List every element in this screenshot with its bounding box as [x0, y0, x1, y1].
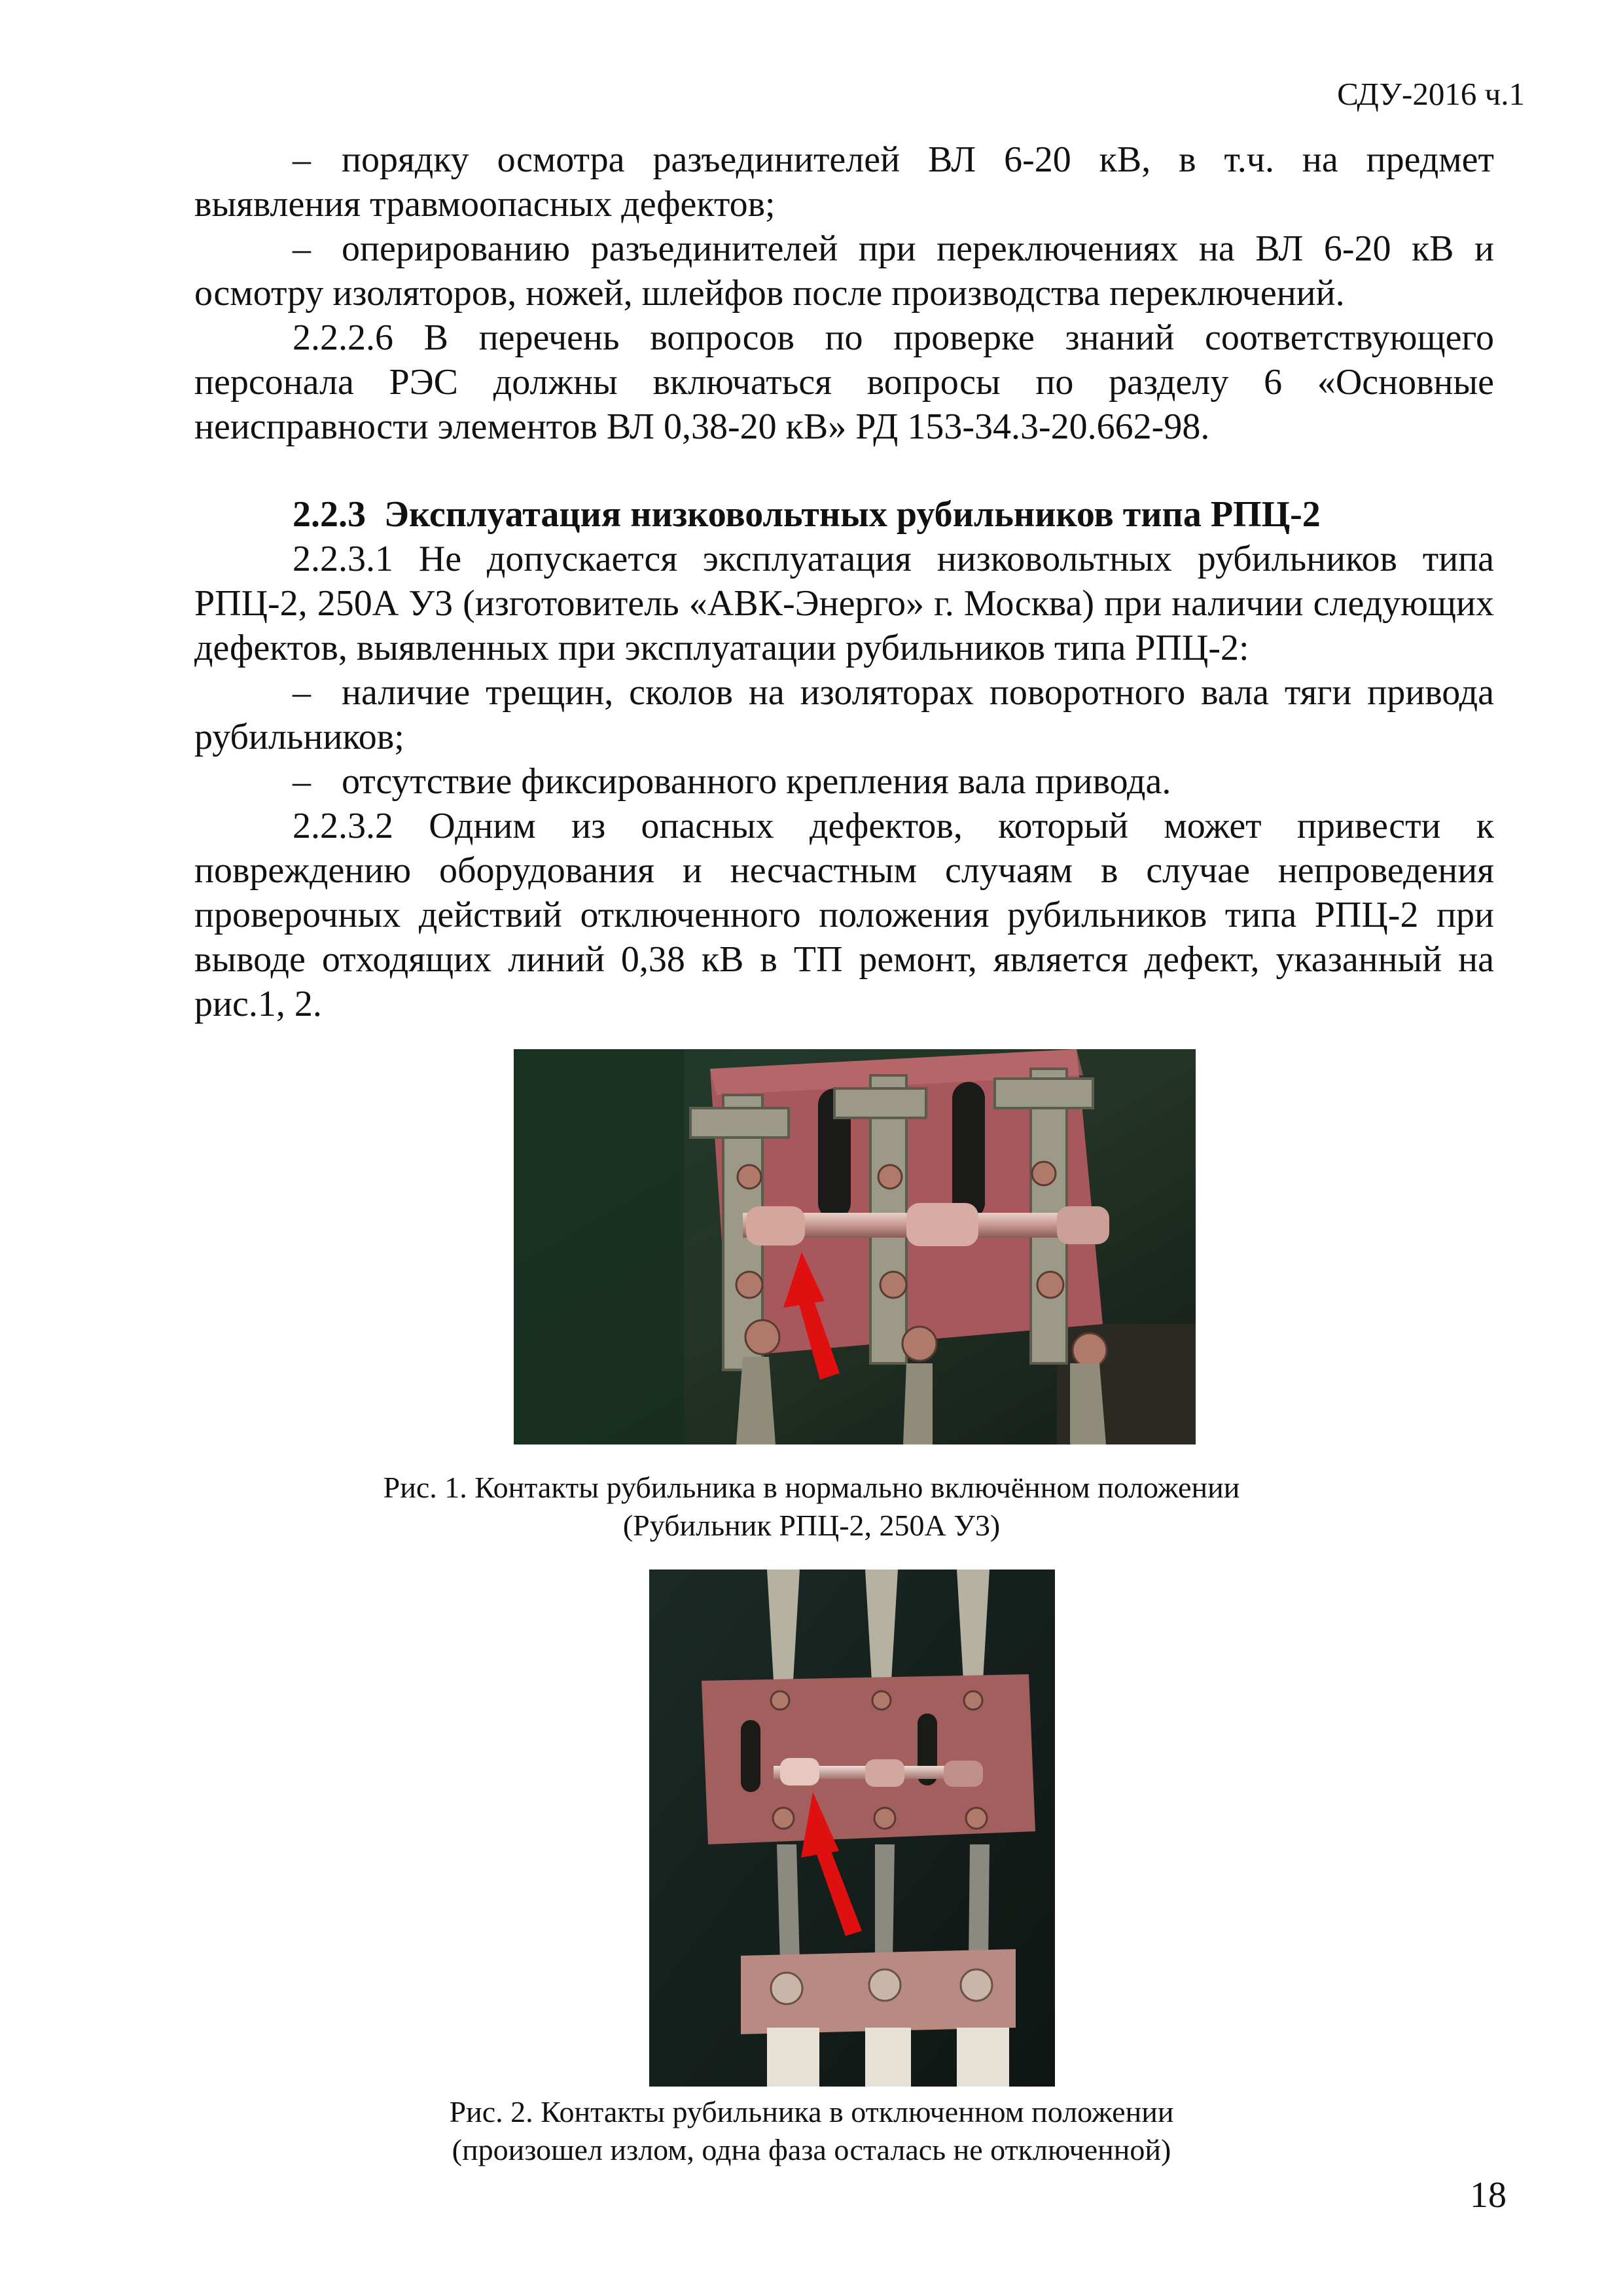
page-body	[194, 137, 1494, 1026]
section-number: 2.2.3	[293, 494, 366, 535]
list-item-text: отсутствие фиксированного крепления вала привода.	[342, 761, 1171, 802]
list-item-text: оперированию разъединителей при переключениях на ВЛ 6-20 кВ и осмотру изоляторов, ножей, шлейфов после производства переключений.	[194, 228, 1494, 314]
figure-1-caption	[0, 1469, 1623, 1545]
list-item	[194, 137, 1494, 226]
document-reference: СДУ-2016 ч.1	[1337, 76, 1525, 112]
list-item	[194, 670, 1494, 759]
figure-2-photo	[649, 1570, 1055, 2087]
figure-2-illustration	[649, 1570, 1055, 2087]
paragraph-2-2-3-2: 2.2.3.2 Одним из опасных дефектов, который может привести к повреждению оборудования и несчастным случаям в случае непроведения проверочных действий отключенного положения рубильников типа РПЦ-2 при выводе отходящих линий 0,38 кВ в ТП ремонт, является дефект, указанный на рис.1, 2.	[194, 806, 1494, 1024]
list-item	[194, 226, 1494, 315]
paragraph-2-2-3-1: 2.2.3.1 Не допускается эксплуатация низковольтных рубильников типа РПЦ-2, 250А У3 (изготовитель «АВК-Энерго» г. Москва) при наличии следующих дефектов, выявленных при эксплуатации рубильников типа РПЦ-2:	[194, 539, 1494, 668]
dash-marker: –	[293, 761, 311, 802]
paragraph-2-2-2-6: 2.2.2.6 В перечень вопросов по проверке знаний соответствующего персонала РЭС должны включаться вопросы по разделу 6 «Основные неисправности элементов ВЛ 0,38-20 кВ» РД 153-34.3-20.662-98.	[194, 317, 1494, 447]
figure-1-illustration	[514, 1049, 1196, 1444]
figure-1-photo	[514, 1049, 1196, 1444]
dash-marker: –	[293, 228, 311, 269]
dash-marker: –	[293, 139, 311, 180]
page-number: 18	[1470, 2175, 1507, 2215]
figure-1-caption-line-1: Рис. 1. Контакты рубильника в нормально включённом положении	[383, 1471, 1240, 1504]
dash-marker: –	[293, 672, 311, 713]
list-item	[194, 759, 1494, 804]
figure-2-caption-line-2: (произошел излом, одна фаза осталась не отключенной)	[452, 2133, 1171, 2166]
figure-2-caption	[0, 2093, 1623, 2169]
figure-2-caption-line-1: Рис. 2. Контакты рубильника в отключенном положении	[449, 2095, 1174, 2128]
section-title: Эксплуатация низковольтных рубильников типа РПЦ-2	[384, 494, 1321, 535]
section-heading	[194, 492, 1494, 537]
list-item-text: наличие трещин, сколов на изоляторах поворотного вала тяги привода рубильников;	[194, 672, 1494, 757]
list-item-text: порядку осмотра разъединителей ВЛ 6-20 кВ, в т.ч. на предмет выявления травмоопасных дефектов;	[194, 139, 1494, 224]
figure-1-caption-line-2: (Рубильник РПЦ-2, 250А У3)	[622, 1509, 1001, 1542]
